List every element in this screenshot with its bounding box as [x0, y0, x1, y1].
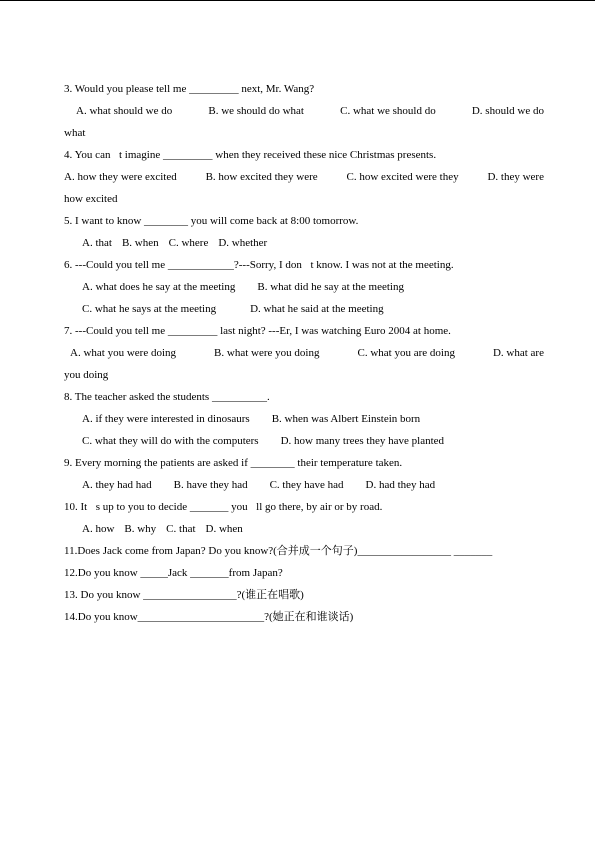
option-d: D. had they had — [365, 479, 436, 491]
question-14: 14.Do you know_______________________?(她正在和谁谈话) — [64, 611, 354, 623]
option-d: D. what are — [492, 347, 544, 359]
option-c: C. they have had — [269, 479, 344, 491]
question-12: 12.Do you know _____Jack _______from Japan? — [64, 567, 283, 579]
option-a: A. what you were doing — [70, 347, 177, 359]
option-d: D. how many trees they have planted — [280, 435, 445, 447]
option-a: A. if they were interested in dinosaurs — [82, 413, 250, 425]
question-4-stem: 4. You can t imagine _________ when they received these nice Christmas presents. — [64, 149, 437, 161]
option-c: C. what we should do — [340, 105, 436, 117]
option-d: D. should we do — [471, 105, 544, 117]
question-3-options — [64, 100, 544, 122]
option-c: C. where — [168, 237, 209, 249]
option-b: B. when was Albert Einstein born — [271, 413, 421, 425]
option-b: B. what were you doing — [214, 347, 320, 359]
question-4-options — [64, 166, 544, 188]
question-9-options — [64, 474, 544, 496]
question-8-options-row-2 — [64, 430, 544, 452]
question-13: 13. Do you know _________________?(谁正在唱歌) — [64, 589, 304, 601]
question-4-option-d-continued: how excited — [64, 193, 118, 205]
question-9-stem: 9. Every morning the patients are asked if ________ their temperature taken. — [64, 457, 403, 469]
question-11: 11.Does Jack come from Japan? Do you know?(合并成一个句子)_________________ _______ — [64, 545, 493, 557]
question-8-options-row-1 — [64, 408, 544, 430]
option-d: D. whether — [218, 237, 268, 249]
option-b: B. what did he say at the meeting — [257, 281, 404, 293]
option-b: B. why — [124, 523, 157, 535]
question-7-options — [64, 342, 544, 364]
top-rule — [0, 0, 595, 1]
option-a: A. they had had — [82, 479, 152, 491]
question-5-stem: 5. I want to know ________ you will come back at 8:00 tomorrow. — [64, 215, 359, 227]
option-b: B. have they had — [173, 479, 248, 491]
option-c: C. how excited were they — [346, 171, 459, 183]
option-a: A. what should we do — [76, 105, 173, 117]
option-a: A. how they were excited — [64, 171, 177, 183]
question-10-options — [64, 518, 544, 540]
question-7-stem: 7. ---Could you tell me _________ last night? ---Er, I was watching Euro 2004 at home. — [64, 325, 451, 337]
option-b: B. we should do what — [208, 105, 304, 117]
option-a: A. how — [82, 523, 115, 535]
option-d: D. they were — [487, 171, 544, 183]
question-8-stem: 8. The teacher asked the students __________. — [64, 391, 270, 403]
question-6-options-row-2 — [64, 298, 544, 320]
option-b: B. how excited they were — [205, 171, 318, 183]
question-5-options — [64, 232, 544, 254]
question-6-options-row-1 — [64, 276, 544, 298]
option-a: A. what does he say at the meeting — [82, 281, 236, 293]
question-3-option-d-continued: what — [64, 127, 86, 139]
option-d: D. when — [205, 523, 243, 535]
question-7-option-d-continued: you doing — [64, 369, 109, 381]
option-c: C. that — [166, 523, 196, 535]
option-c: C. what they will do with the computers — [82, 435, 259, 447]
question-3-stem: 3. Would you please tell me _________ next, Mr. Wang? — [64, 83, 315, 95]
option-c: C. what he says at the meeting — [82, 303, 217, 315]
question-10-stem: 10. It s up to you to decide _______ you ll go there, by air or by road. — [64, 501, 383, 513]
option-c: C. what you are doing — [357, 347, 455, 359]
option-a: A. that — [82, 237, 112, 249]
worksheet — [64, 78, 544, 628]
option-d: D. what he said at the meeting — [250, 303, 384, 315]
question-6-stem: 6. ---Could you tell me ____________?---Sorry, I don t know. I was not at the meeting. — [64, 259, 454, 271]
option-b: B. when — [121, 237, 159, 249]
